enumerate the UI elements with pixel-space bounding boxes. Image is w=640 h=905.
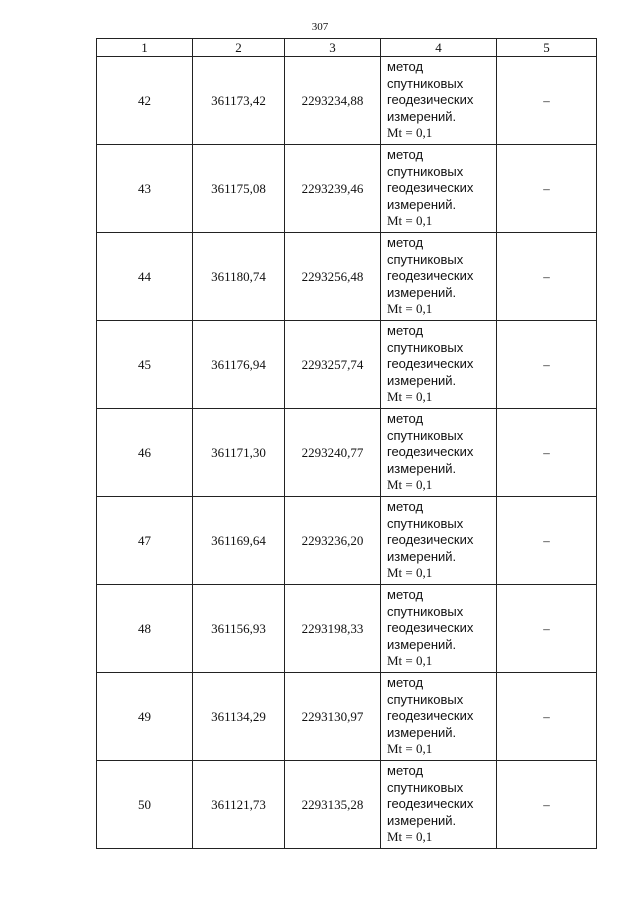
- note-cell: –: [497, 673, 597, 761]
- x-coordinate-cell: 361171,30: [193, 409, 285, 497]
- y-coordinate-cell: 2293234,88: [285, 57, 381, 145]
- x-coordinate-cell: 361169,64: [193, 497, 285, 585]
- note-cell: –: [497, 585, 597, 673]
- note-cell: –: [497, 233, 597, 321]
- method-line: метод: [387, 763, 424, 779]
- y-coordinate-cell: 2293135,28: [285, 761, 381, 849]
- x-coordinate-cell: 361156,93: [193, 585, 285, 673]
- table-row: [97, 57, 597, 145]
- y-coordinate-cell: 2293257,74: [285, 321, 381, 409]
- method-line: спутниковых: [387, 603, 464, 619]
- method-cell: [381, 585, 497, 673]
- method-line: метод: [387, 411, 424, 427]
- method-cell: [381, 409, 497, 497]
- note-cell: –: [497, 145, 597, 233]
- method-cell: [381, 497, 497, 585]
- method-line: геодезических: [387, 356, 474, 372]
- accuracy-value: Mt = 0,1: [387, 213, 433, 229]
- method-line: метод: [387, 587, 424, 603]
- x-coordinate-cell: 361175,08: [193, 145, 285, 233]
- method-line: геодезических: [387, 796, 474, 812]
- method-line: геодезических: [387, 268, 474, 284]
- y-coordinate-cell: 2293198,33: [285, 585, 381, 673]
- accuracy-value: Mt = 0,1: [387, 741, 433, 757]
- note-cell: –: [497, 761, 597, 849]
- x-coordinate-cell: 361134,29: [193, 673, 285, 761]
- header-row: [97, 39, 597, 57]
- note-cell: –: [497, 321, 597, 409]
- note-cell: –: [497, 409, 597, 497]
- point-number-cell: 50: [97, 761, 193, 849]
- method-line: геодезических: [387, 532, 474, 548]
- table-row: [97, 145, 597, 233]
- page-number: 307: [311, 21, 329, 33]
- method-line: спутниковых: [387, 75, 464, 91]
- header-col-4: 4: [381, 39, 497, 57]
- method-line: измерений.: [387, 724, 457, 740]
- point-number-cell: 42: [97, 57, 193, 145]
- accuracy-value: Mt = 0,1: [387, 389, 433, 405]
- table-row: [97, 321, 597, 409]
- accuracy-value: Mt = 0,1: [387, 477, 433, 493]
- point-number-cell: 48: [97, 585, 193, 673]
- y-coordinate-cell: 2293256,48: [285, 233, 381, 321]
- y-coordinate-cell: 2293130,97: [285, 673, 381, 761]
- point-number-cell: 44: [97, 233, 193, 321]
- method-line: измерений.: [387, 108, 457, 124]
- x-coordinate-cell: 361180,74: [193, 233, 285, 321]
- method-line: измерений.: [387, 196, 457, 212]
- method-line: метод: [387, 147, 424, 163]
- method-cell: [381, 145, 497, 233]
- accuracy-value: Mt = 0,1: [387, 125, 433, 141]
- method-line: геодезических: [387, 180, 474, 196]
- table-row: [97, 233, 597, 321]
- method-line: метод: [387, 235, 424, 251]
- point-number-cell: 45: [97, 321, 193, 409]
- point-number-cell: 49: [97, 673, 193, 761]
- point-number-cell: 47: [97, 497, 193, 585]
- table-row: [97, 497, 597, 585]
- point-number-cell: 46: [97, 409, 193, 497]
- header-col-3: 3: [285, 39, 381, 57]
- x-coordinate-cell: 361173,42: [193, 57, 285, 145]
- method-cell: [381, 673, 497, 761]
- method-line: спутниковых: [387, 427, 464, 443]
- header-col-2: 2: [193, 39, 285, 57]
- method-line: измерений.: [387, 284, 457, 300]
- method-line: измерений.: [387, 812, 457, 828]
- header-col-1: 1: [97, 39, 193, 57]
- y-coordinate-cell: 2293240,77: [285, 409, 381, 497]
- y-coordinate-cell: 2293239,46: [285, 145, 381, 233]
- x-coordinate-cell: 361121,73: [193, 761, 285, 849]
- method-line: спутниковых: [387, 339, 464, 355]
- table-body: [97, 57, 597, 849]
- method-cell: [381, 233, 497, 321]
- method-line: измерений.: [387, 636, 457, 652]
- accuracy-value: Mt = 0,1: [387, 653, 433, 669]
- header-col-5: 5: [497, 39, 597, 57]
- method-line: геодезических: [387, 708, 474, 724]
- method-cell: [381, 57, 497, 145]
- table-row: [97, 409, 597, 497]
- table-row: [97, 585, 597, 673]
- accuracy-value: Mt = 0,1: [387, 301, 433, 317]
- accuracy-value: Mt = 0,1: [387, 565, 433, 581]
- method-line: измерений.: [387, 372, 457, 388]
- method-line: измерений.: [387, 460, 457, 476]
- accuracy-value: Mt = 0,1: [387, 829, 433, 845]
- coordinates-table: [96, 38, 597, 849]
- method-line: геодезических: [387, 620, 474, 636]
- method-line: метод: [387, 323, 424, 339]
- table-row: [97, 673, 597, 761]
- method-cell: [381, 321, 497, 409]
- method-cell: [381, 761, 497, 849]
- note-cell: –: [497, 57, 597, 145]
- x-coordinate-cell: 361176,94: [193, 321, 285, 409]
- method-line: спутниковых: [387, 691, 464, 707]
- method-line: спутниковых: [387, 515, 464, 531]
- method-line: спутниковых: [387, 251, 464, 267]
- method-line: спутниковых: [387, 163, 464, 179]
- method-line: измерений.: [387, 548, 457, 564]
- note-cell: –: [497, 497, 597, 585]
- method-line: метод: [387, 59, 424, 75]
- point-number-cell: 43: [97, 145, 193, 233]
- method-line: геодезических: [387, 92, 474, 108]
- method-line: геодезических: [387, 444, 474, 460]
- y-coordinate-cell: 2293236,20: [285, 497, 381, 585]
- method-line: спутниковых: [387, 779, 464, 795]
- method-line: метод: [387, 499, 424, 515]
- method-line: метод: [387, 675, 424, 691]
- table-row: [97, 761, 597, 849]
